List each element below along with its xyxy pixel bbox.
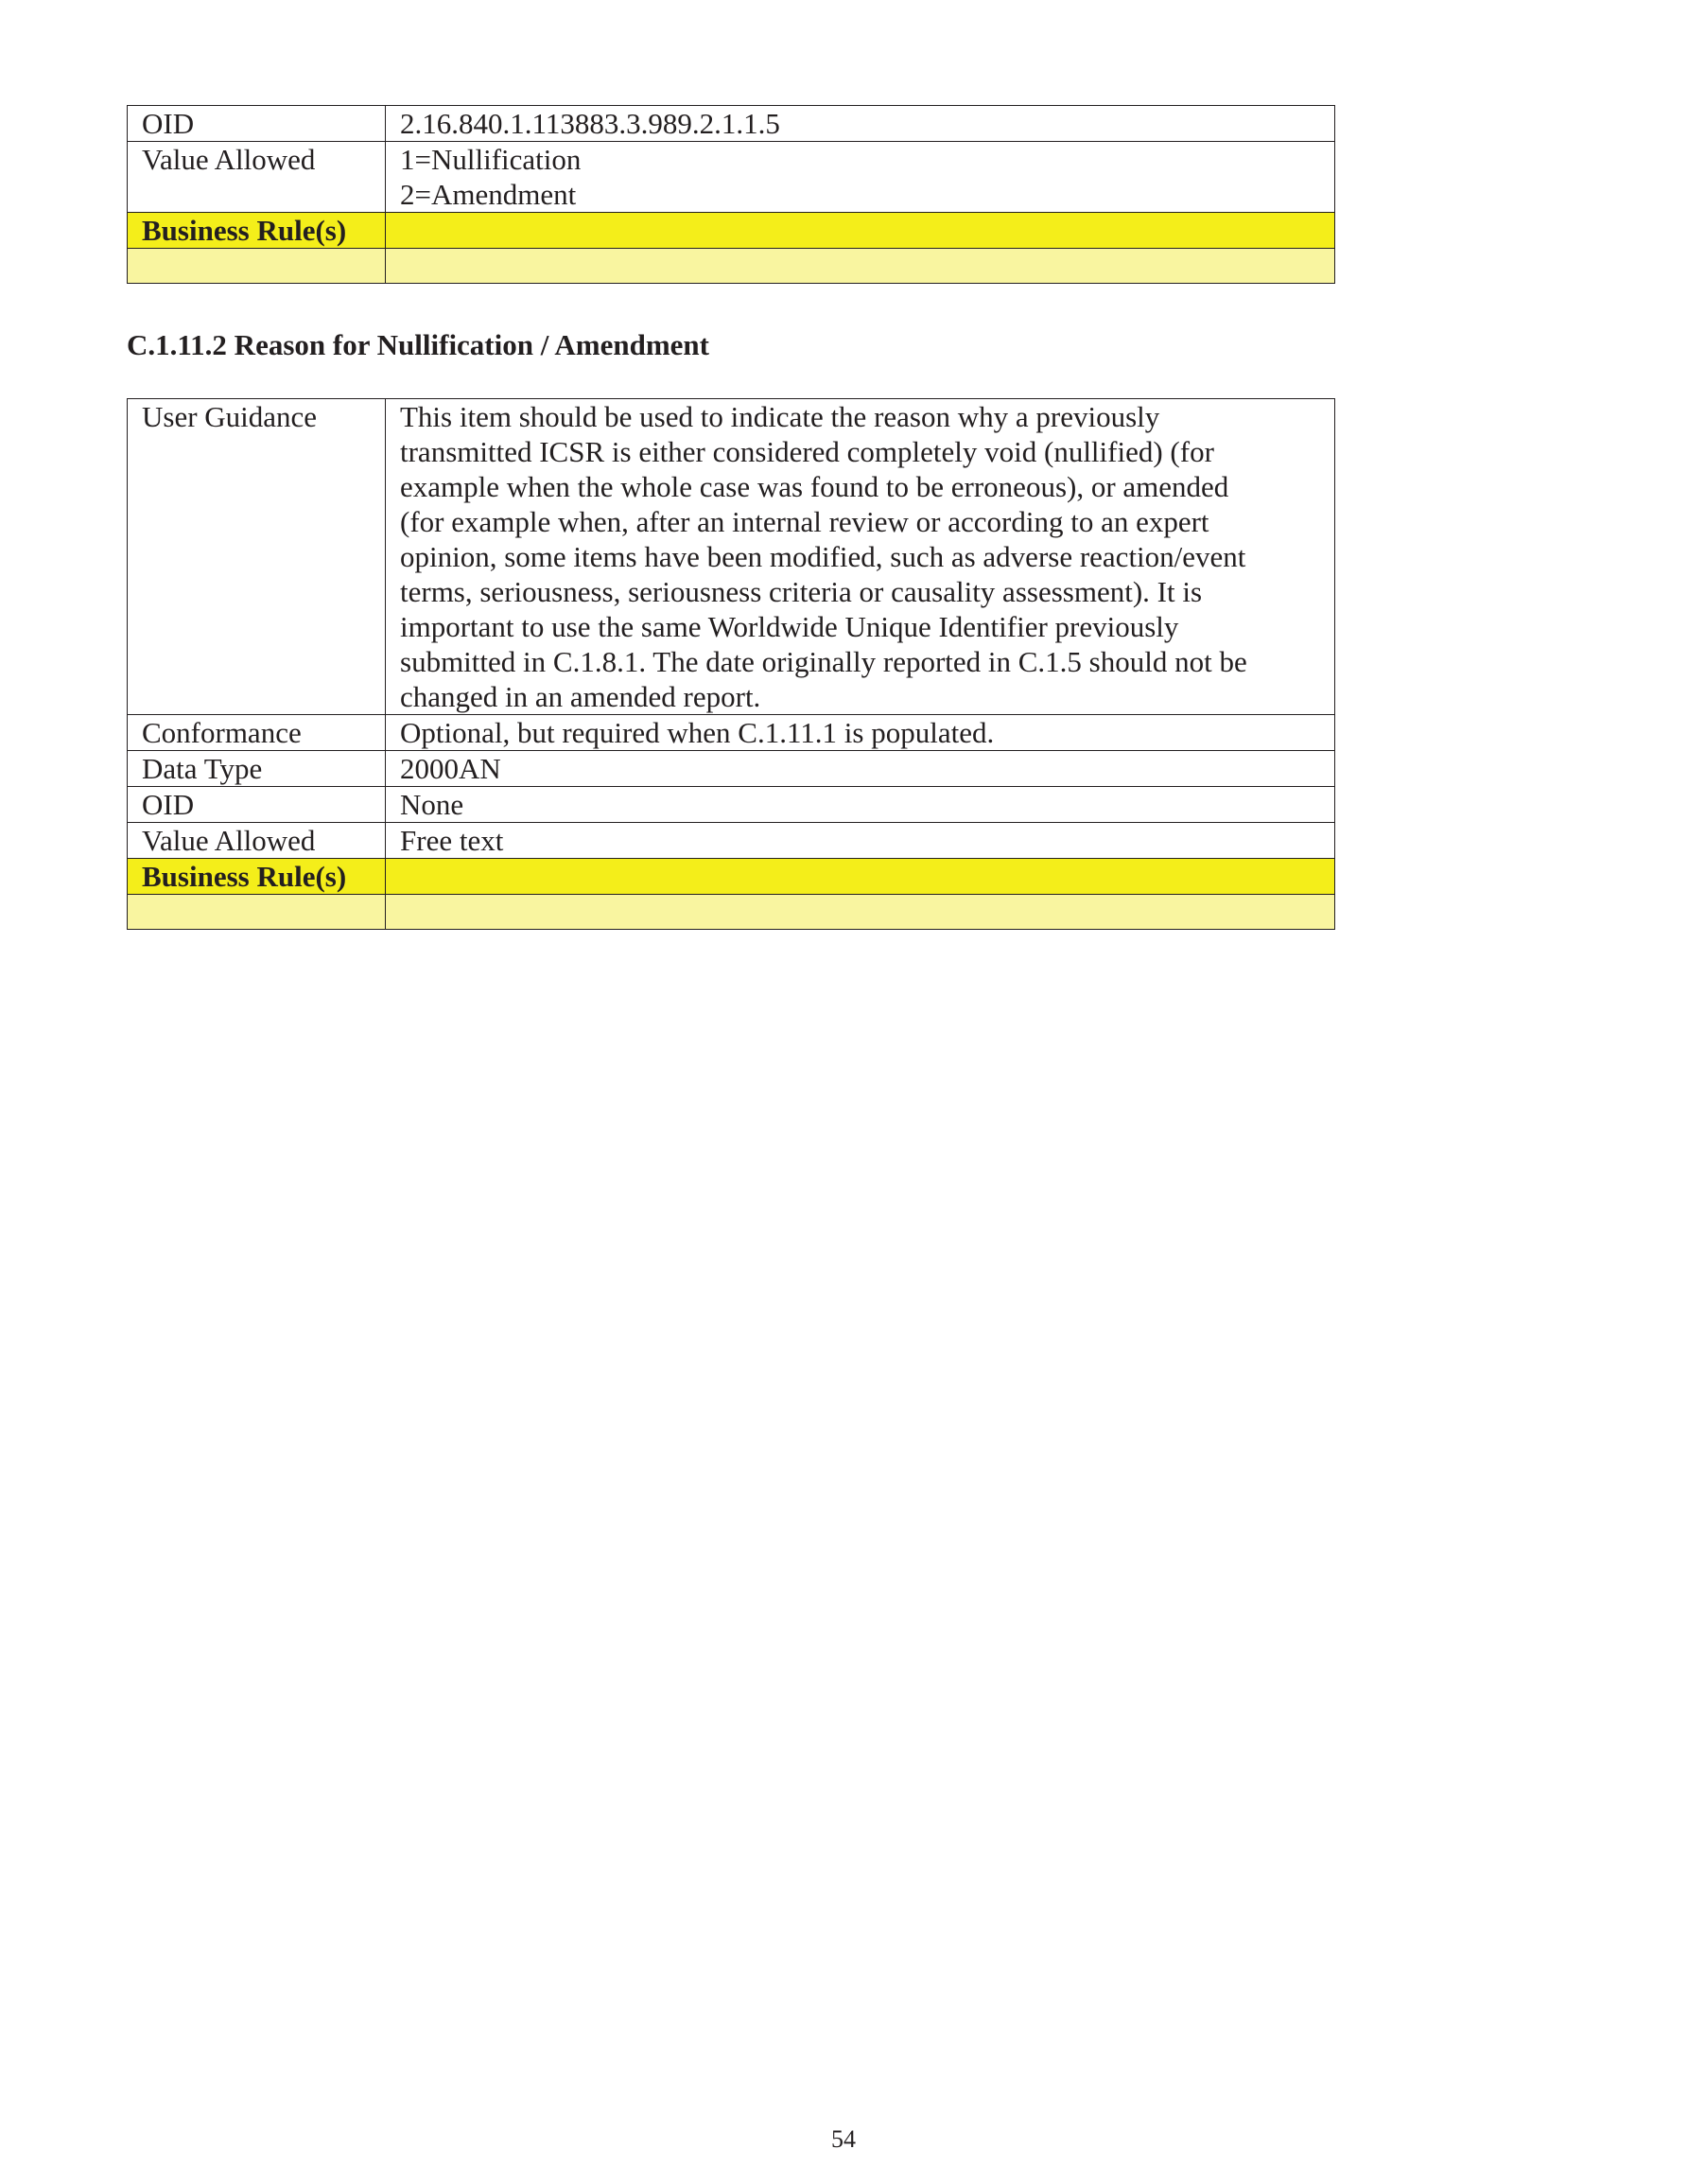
row-value: 2000AN (386, 751, 1335, 787)
table-row-oid (128, 106, 1335, 142)
business-rules-body-value (386, 895, 1335, 930)
row-label: Value Allowed (128, 823, 386, 859)
row-label: Conformance (128, 715, 386, 751)
table-row-conformance (128, 715, 1335, 751)
table-row-business-rules-body (128, 895, 1335, 930)
row-label: OID (128, 106, 386, 142)
row-value: 1=Nullification 2=Amendment (386, 142, 1335, 213)
row-value: None (386, 787, 1335, 823)
page-number: 54 (831, 2125, 856, 2153)
business-rules-body-value (386, 249, 1335, 284)
table-row-oid (128, 787, 1335, 823)
business-rules-body-label (128, 249, 386, 284)
table-row-value-allowed (128, 142, 1335, 213)
row-label: OID (128, 787, 386, 823)
table-row-business-rules-header (128, 213, 1335, 249)
element-spec-table-c-1-11-2 (127, 398, 1335, 930)
row-label: Value Allowed (128, 142, 386, 213)
business-rules-body-label (128, 895, 386, 930)
business-rules-label: Business Rule(s) (128, 213, 386, 249)
row-value: This item should be used to indicate the reason why a previously transmitted ICSR is either considered completely void (nullified) (for example when the whole case was found to be erroneous), or amended (for example when, after an internal review or according to an expert opinion, some items have been modified, such as adverse reaction/event terms, seriousness, seriousness criteria or causality assessment). It is important to use the same Worldwide Unique Identifier previously submitted in C.1.8.1. The date originally reported in C.1.5 should not be changed in an amended report. (386, 399, 1335, 715)
business-rules-header-value (386, 859, 1335, 895)
row-label: User Guidance (128, 399, 386, 715)
element-spec-table-c-1-11-1 (127, 105, 1335, 284)
business-rules-label: Business Rule(s) (128, 859, 386, 895)
table-row-business-rules-body (128, 249, 1335, 284)
row-label: Data Type (128, 751, 386, 787)
table-row-user-guidance (128, 399, 1335, 715)
row-value: Optional, but required when C.1.11.1 is populated. (386, 715, 1335, 751)
business-rules-header-value (386, 213, 1335, 249)
row-value: Free text (386, 823, 1335, 859)
table-row-data-type (128, 751, 1335, 787)
row-value: 2.16.840.1.113883.3.989.2.1.1.5 (386, 106, 1335, 142)
section-heading: C.1.11.2 Reason for Nullification / Amendment (127, 328, 709, 361)
table-row-business-rules-header (128, 859, 1335, 895)
table-row-value-allowed (128, 823, 1335, 859)
